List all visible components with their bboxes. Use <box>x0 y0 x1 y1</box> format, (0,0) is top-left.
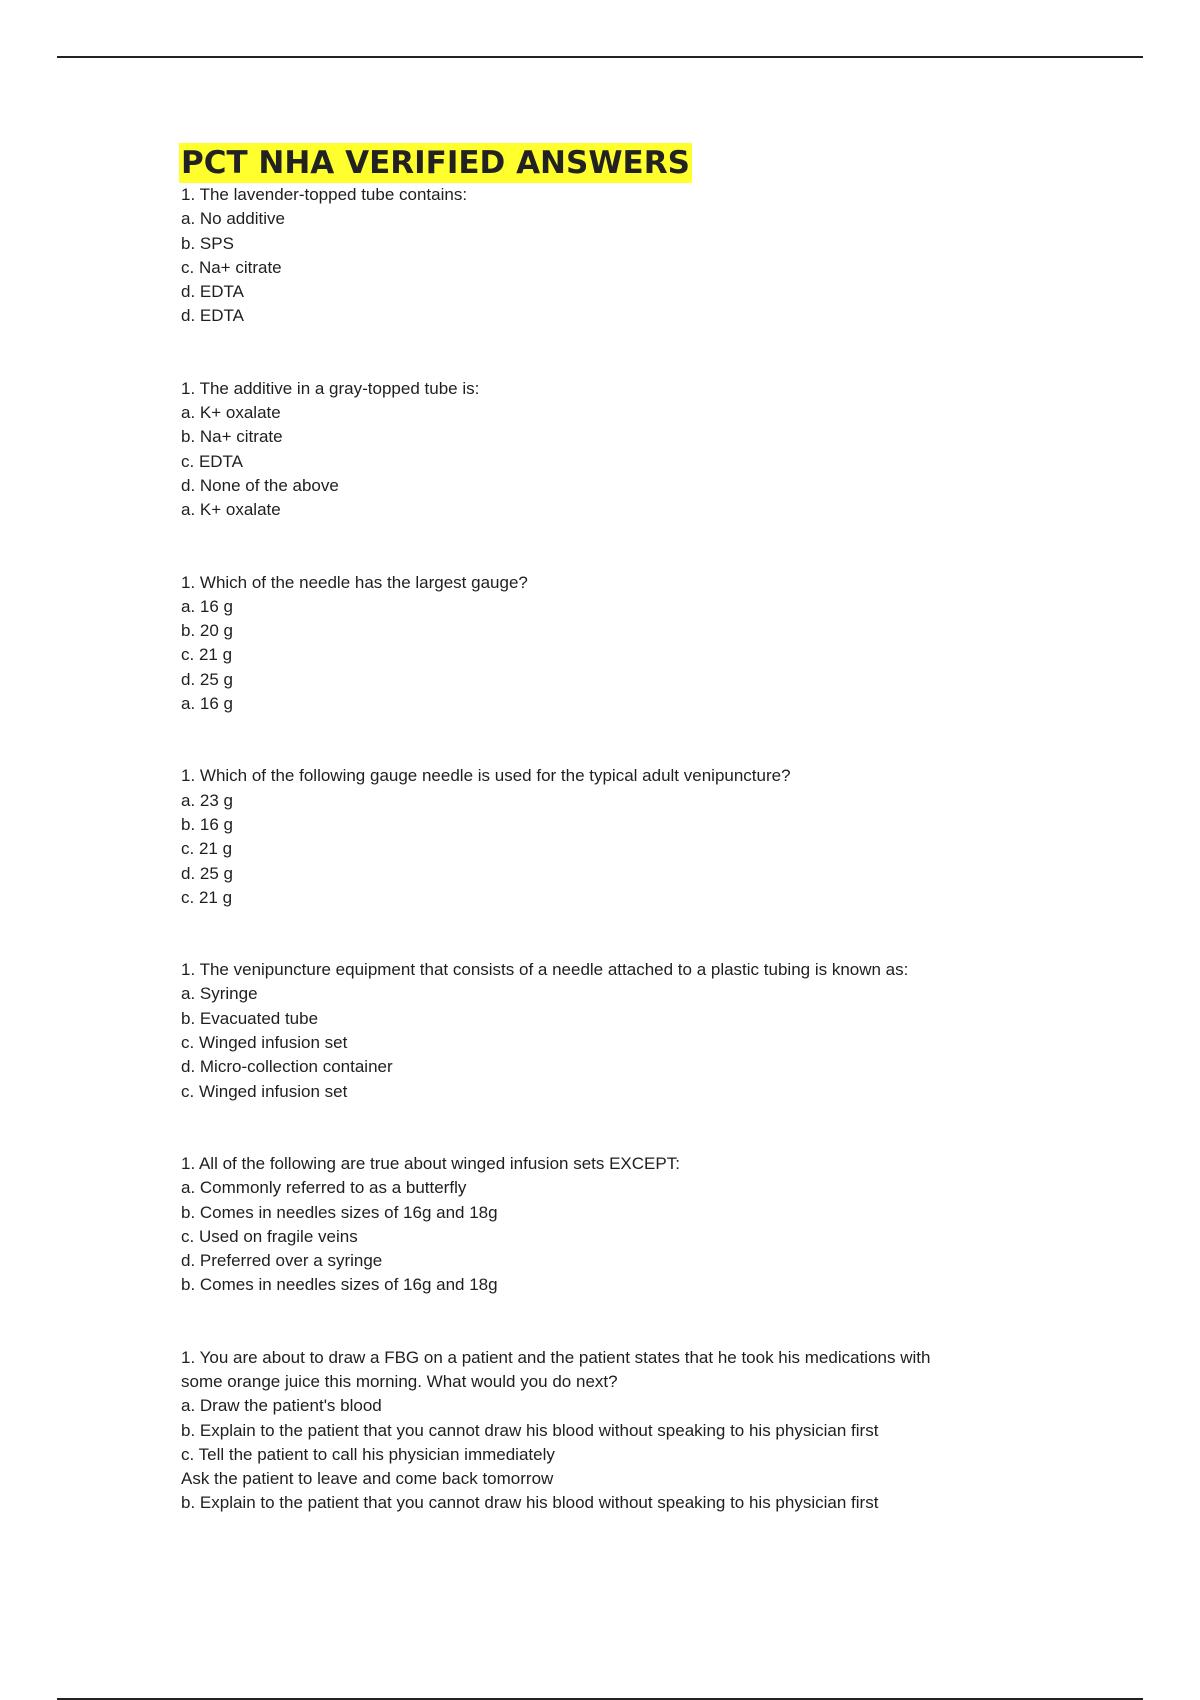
document-body <box>181 143 1041 1516</box>
answer-option: a. 16 g <box>181 596 233 616</box>
question-block <box>181 377 1041 523</box>
correct-answer: d. EDTA <box>181 306 244 326</box>
correct-answer: b. Comes in needles sizes of 16g and 18g <box>181 1275 498 1295</box>
answer-option: c. Na+ citrate <box>181 257 282 277</box>
answer-option: d. Micro-collection container <box>181 1057 393 1077</box>
correct-answer: b. Explain to the patient that you cannot draw his blood without speaking to his physician first <box>181 1493 879 1513</box>
question-block <box>181 571 1041 717</box>
question-prompt-line: 1. You are about to draw a FBG on a patient and the patient states that he took his medications with <box>181 1347 931 1367</box>
question-block <box>181 958 1041 1104</box>
question-block <box>181 764 1041 910</box>
question-prompt-line: some orange juice this morning. What would you do next? <box>181 1371 618 1391</box>
question-prompt: 1. The lavender-topped tube contains: <box>181 185 468 204</box>
answer-option: c. Used on fragile veins <box>181 1226 358 1246</box>
spacer <box>181 329 1041 377</box>
spacer <box>181 1298 1041 1346</box>
answer-option: a. 23 g <box>181 790 233 810</box>
answer-option: a. Commonly referred to as a butterfly <box>181 1178 467 1198</box>
question-prompt: 1. All of the following are true about winged infusion sets EXCEPT: <box>181 1153 680 1173</box>
top-rule <box>57 56 1143 58</box>
answer-option: d. EDTA <box>181 282 244 302</box>
answer-option: c. EDTA <box>181 451 244 471</box>
answer-option: c. 21 g <box>181 839 233 859</box>
correct-answer: a. 16 g <box>181 694 233 714</box>
answer-option: c. Tell the patient to call his physician immediately <box>181 1444 555 1464</box>
answer-option: d. 25 g <box>181 669 233 689</box>
correct-answer: c. Winged infusion set <box>181 1081 348 1101</box>
spacer <box>181 910 1041 958</box>
page-title: PCT NHA VERIFIED ANSWERS <box>181 145 690 181</box>
spacer <box>181 523 1041 571</box>
answer-option: a. No additive <box>181 209 285 229</box>
question-prompt: 1. The venipuncture equipment that consists of a needle attached to a plastic tubing is known as: <box>181 960 909 980</box>
answer-option: a. Draw the patient's blood <box>181 1396 382 1416</box>
answer-option: d. Preferred over a syringe <box>181 1251 383 1271</box>
answer-option: Ask the patient to leave and come back tomorrow <box>181 1469 554 1489</box>
answer-option: b. Explain to the patient that you cannot draw his blood without speaking to his physician first <box>181 1420 879 1440</box>
spacer <box>181 716 1041 764</box>
question-block <box>181 1346 1041 1516</box>
answer-option: c. Winged infusion set <box>181 1033 348 1053</box>
answer-option: b. Na+ citrate <box>181 427 283 447</box>
spacer <box>181 1104 1041 1152</box>
answer-option: a. K+ oxalate <box>181 403 281 423</box>
correct-answer: c. 21 g <box>181 887 233 907</box>
answer-option: b. SPS <box>181 233 234 253</box>
correct-answer: a. K+ oxalate <box>181 500 281 520</box>
answer-option: b. 16 g <box>181 814 233 834</box>
question-prompt: 1. Which of the needle has the largest gauge? <box>181 572 528 592</box>
question-prompt: 1. The additive in a gray-topped tube is: <box>181 378 480 398</box>
answer-option: b. Comes in needles sizes of 16g and 18g <box>181 1202 498 1222</box>
answer-option: d. 25 g <box>181 863 233 883</box>
answer-option: d. None of the above <box>181 475 339 495</box>
answer-option: a. Syringe <box>181 984 258 1004</box>
question-block <box>181 1152 1041 1298</box>
question-prompt: 1. Which of the following gauge needle is used for the typical adult venipuncture? <box>181 766 791 786</box>
answer-option: b. Evacuated tube <box>181 1008 319 1028</box>
answer-option: c. 21 g <box>181 645 233 665</box>
answer-option: b. 20 g <box>181 621 233 641</box>
question-block <box>181 183 1041 329</box>
